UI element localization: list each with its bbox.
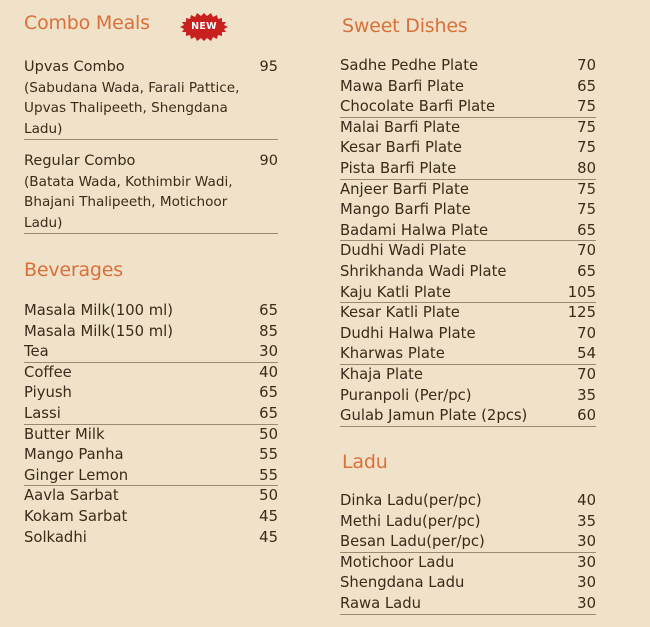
item-name: Mango Barfi Plate (340, 201, 471, 219)
item-name: Masala Milk(100 ml) (24, 302, 174, 319)
item-price: 30 (577, 594, 596, 612)
item-price: 70 (577, 324, 596, 342)
list-item (340, 180, 596, 201)
item-price: 125 (567, 304, 596, 322)
new-badge (178, 12, 230, 42)
item-name: Badami Halwa Plate (340, 221, 489, 239)
list-item (340, 594, 596, 615)
divider (24, 233, 278, 234)
item-name: Dinka Ladu(per/pc) (340, 492, 482, 509)
item-price: 50 (259, 487, 278, 505)
item-name: Masala Milk(150 ml) (24, 322, 174, 340)
list-item (340, 262, 596, 283)
item-description: (Sabudana Wada, Farali Pattice, Upvas Thalipeeth, Shengdana Ladu) (24, 79, 240, 137)
item-price: 65 (259, 302, 278, 319)
item-name: Pista Barfi Plate (340, 159, 457, 177)
list-item (340, 344, 596, 365)
item-name: Puranpoli (Per/pc) (340, 386, 472, 404)
item-price: 40 (577, 492, 596, 509)
list-item (24, 383, 278, 404)
item-price: 30 (577, 553, 596, 571)
list-item (340, 512, 596, 533)
list-item (340, 553, 596, 574)
item-price: 45 (259, 507, 278, 525)
item-name: Shengdana Ladu (340, 574, 465, 592)
item-name: Shrikhanda Wadi Plate (340, 262, 507, 280)
item-name: Dudhi Wadi Plate (340, 242, 467, 260)
combo-item-regular (24, 151, 278, 234)
list-item (340, 241, 596, 262)
item-price: 75 (577, 201, 596, 219)
item-price: 75 (577, 180, 596, 198)
list-item (24, 342, 278, 363)
item-name: Methi Ladu(per/pc) (340, 512, 481, 530)
combo-item-upvas (24, 57, 278, 140)
sweet-dishes-list (340, 56, 596, 427)
list-item (24, 486, 278, 507)
item-price: 105 (567, 283, 596, 301)
item-name: Gulab Jamun Plate (2pcs) (340, 407, 528, 425)
item-price: 60 (577, 407, 596, 425)
section-title-combo-meals: Combo Meals (24, 12, 150, 34)
item-price: 35 (577, 512, 596, 530)
list-item (24, 466, 278, 487)
item-name: Aavla Sarbat (24, 487, 119, 505)
item-price: 40 (259, 363, 278, 381)
list-item (340, 283, 596, 304)
item-name: Kaju Katli Plate (340, 283, 451, 301)
item-name: Kokam Sarbat (24, 507, 128, 525)
item-price: 75 (577, 98, 596, 116)
item-name: Upvas Combo (24, 59, 125, 75)
item-name: Mawa Barfi Plate (340, 77, 465, 95)
list-item (340, 532, 596, 553)
item-name: Ginger Lemon (24, 466, 129, 484)
item-price: 55 (259, 446, 278, 464)
item-price: 54 (577, 345, 596, 363)
item-name: Butter Milk (24, 425, 105, 443)
item-name: Tea (24, 343, 49, 361)
item-price: 45 (259, 528, 278, 546)
list-item (340, 200, 596, 221)
item-name: Besan Ladu(per/pc) (340, 533, 485, 551)
item-name: Kesar Katli Plate (340, 304, 460, 322)
item-name: Sadhe Pedhe Plate (340, 57, 479, 74)
list-item (24, 425, 278, 446)
section-title-beverages: Beverages (24, 259, 123, 281)
item-description: (Batata Wada, Kothimbir Wadi, Bhajani Thalipeeth, Motichoor Ladu) (24, 173, 233, 231)
item-name: Regular Combo (24, 153, 136, 169)
item-name: Piyush (24, 384, 72, 402)
list-item (340, 118, 596, 139)
item-price: 85 (259, 322, 278, 340)
list-item (340, 97, 596, 118)
item-name: Solkadhi (24, 528, 87, 546)
item-price: 30 (259, 343, 278, 361)
item-price: 70 (577, 57, 596, 74)
item-price: 35 (577, 386, 596, 404)
item-name: Malai Barfi Plate (340, 118, 461, 136)
item-price: 75 (577, 139, 596, 157)
item-name: Dudhi Halwa Plate (340, 324, 476, 342)
item-price: 30 (577, 533, 596, 551)
item-name: Anjeer Barfi Plate (340, 180, 469, 198)
item-price: 75 (577, 118, 596, 136)
list-item (340, 138, 596, 159)
item-price: 65 (259, 384, 278, 402)
list-item (340, 77, 596, 98)
list-item (24, 322, 278, 343)
list-item (340, 56, 596, 77)
list-item (24, 404, 278, 425)
item-name: Lassi (24, 404, 61, 422)
item-price: 55 (259, 466, 278, 484)
section-title-ladu: Ladu (342, 451, 388, 473)
item-name: Khaja Plate (340, 365, 424, 383)
list-item (24, 363, 278, 384)
item-price: 70 (577, 242, 596, 260)
list-item (24, 507, 278, 528)
new-badge-label: NEW (191, 21, 217, 32)
item-price: 65 (577, 77, 596, 95)
list-item (340, 365, 596, 386)
list-item (340, 221, 596, 242)
item-name: Kharwas Plate (340, 345, 445, 363)
item-price: 80 (577, 159, 596, 177)
item-price: 95 (259, 59, 278, 75)
list-item (340, 324, 596, 345)
item-price: 65 (577, 221, 596, 239)
ladu-list (340, 491, 596, 615)
list-item (340, 386, 596, 407)
item-price: 65 (259, 404, 278, 422)
item-price: 65 (577, 262, 596, 280)
item-name: Rawa Ladu (340, 594, 421, 612)
section-title-sweet-dishes: Sweet Dishes (342, 15, 468, 37)
list-item (340, 406, 596, 427)
beverages-list (24, 301, 278, 548)
list-item (24, 301, 278, 322)
item-name: Coffee (24, 363, 72, 381)
item-price: 50 (259, 425, 278, 443)
item-price: 30 (577, 574, 596, 592)
item-price: 70 (577, 365, 596, 383)
item-name: Kesar Barfi Plate (340, 139, 462, 157)
list-item (340, 159, 596, 180)
item-price: 90 (259, 153, 278, 169)
list-item (340, 491, 596, 512)
item-name: Mango Panha (24, 446, 124, 464)
list-item (24, 445, 278, 466)
divider (24, 139, 278, 140)
item-name: Motichoor Ladu (340, 553, 455, 571)
list-item (340, 573, 596, 594)
item-name: Chocolate Barfi Plate (340, 98, 496, 116)
list-item (340, 303, 596, 324)
list-item (24, 528, 278, 549)
